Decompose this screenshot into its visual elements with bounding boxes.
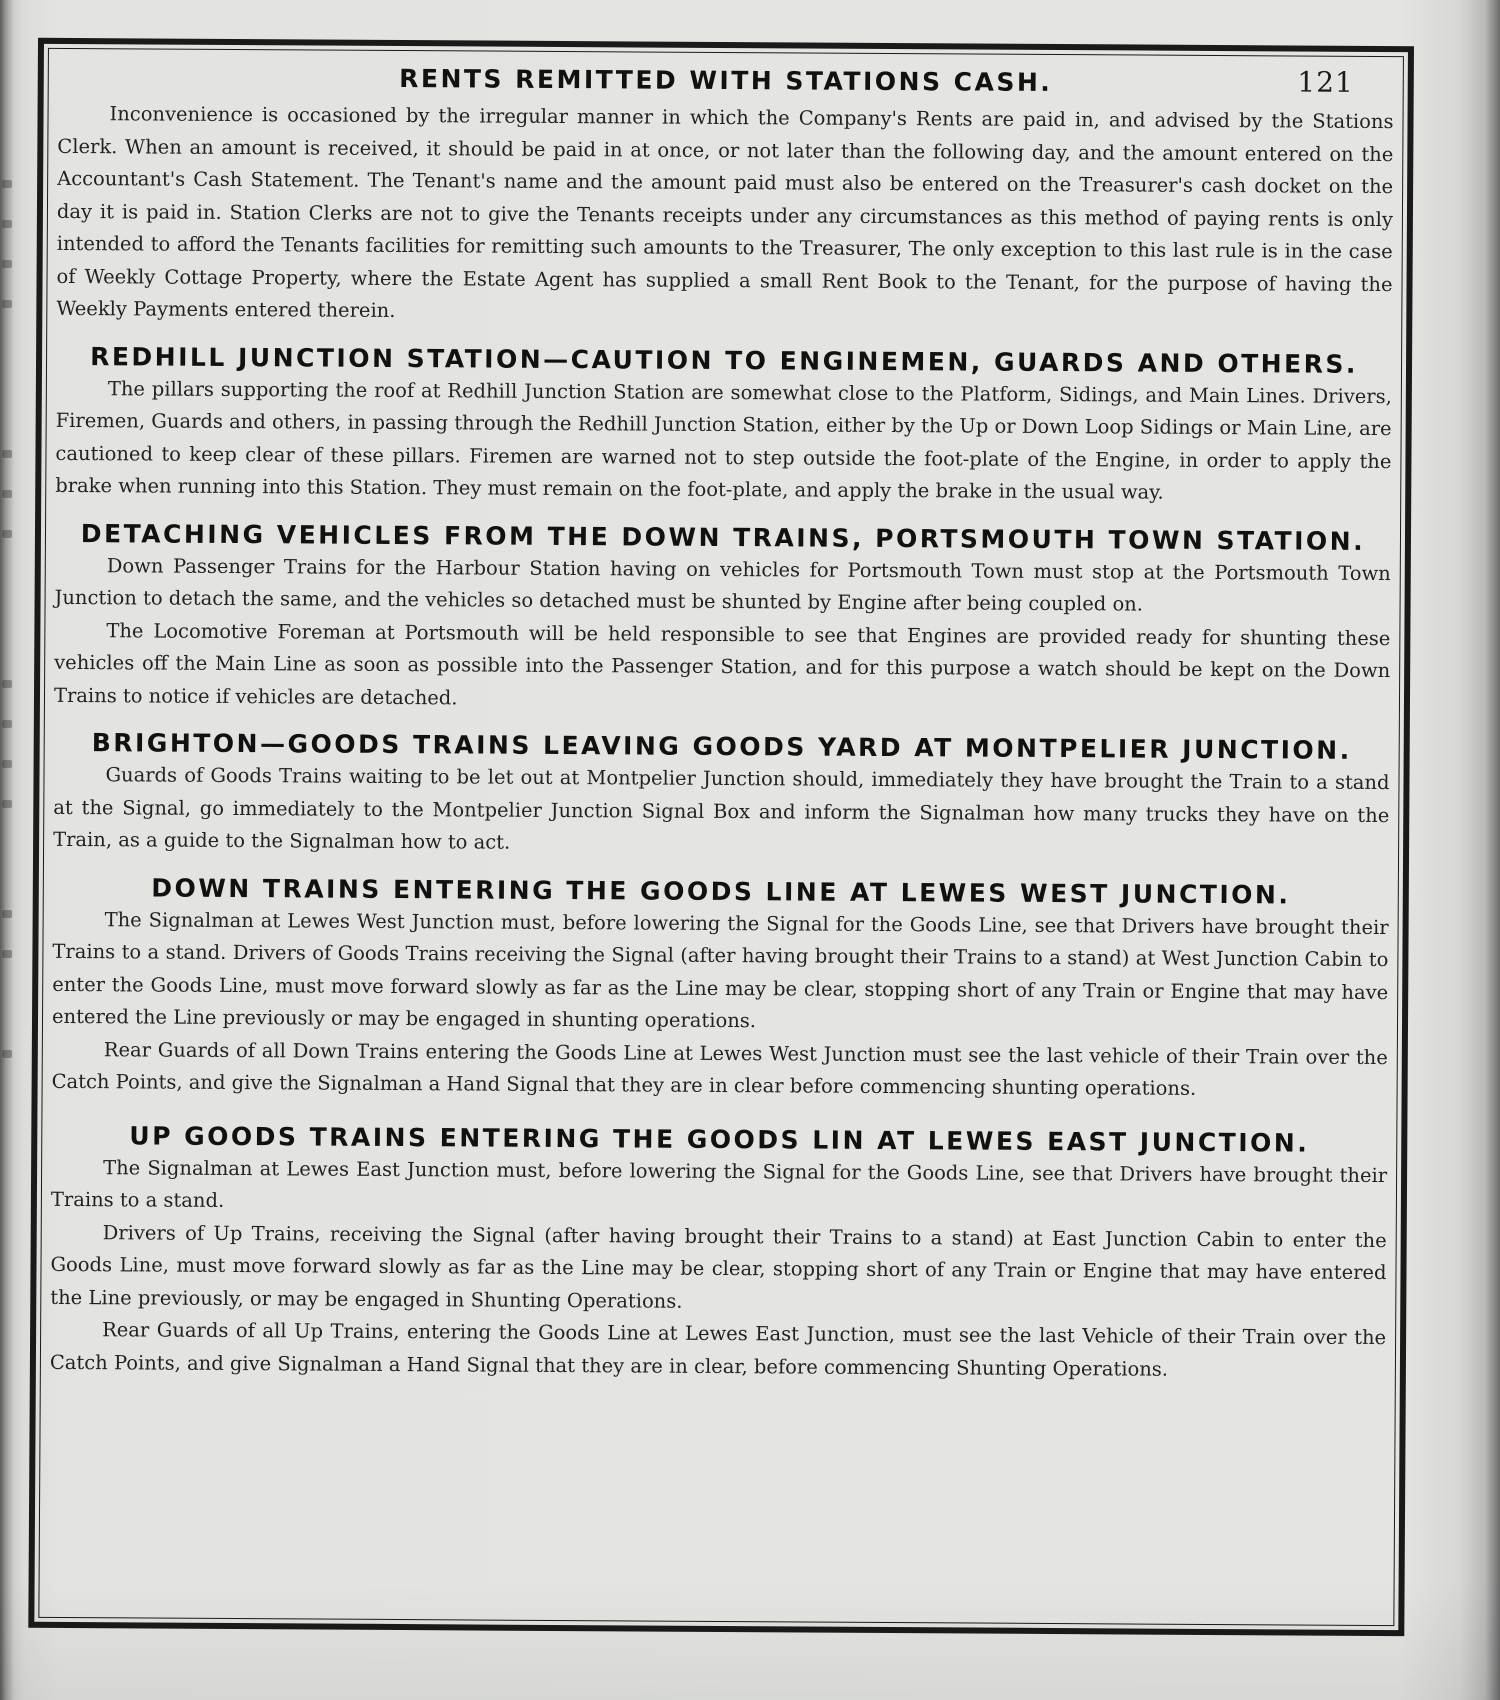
section-rents: [56, 98, 1393, 334]
section-redhill: [55, 339, 1392, 510]
paragraph: Guards of Goods Trains waiting to be let out at Montpelier Junction should, immediately they have brought the Train to a stand at the Signal, go immediately to the Montpelier Junction Signal Box and inform the Signalman how many trucks they have on the Train, as a guide to the Signalman how to act.: [53, 763, 1390, 854]
paragraph: The Signalman at Lewes East Junction must, before lowering the Signal for the Goods Line, see that Drivers have brought their Trains to a stand.: [50, 1155, 1388, 1212]
section-heading-portsmouth: DETACHING VEHICLES FROM THE DOWN TRAINS, PORTSMOUTH TOWN STATION.: [80, 518, 1366, 556]
section-portsmouth: [54, 516, 1391, 720]
paragraph: Drivers of Up Trains, receiving the Signal (after having brought their Trains to a stand) at East Junction Cabin to enter the Goods Line, must move forward slowly as far as the Line may be clear, stopping short of any Train or Engine that may have entered the Line previously, or may be engaged in Shunting Operations.: [50, 1220, 1387, 1313]
paragraph: The Locomotive Foreman at Portsmouth will be held responsible to see that Engines are provided ready for shunting these vehicles off the Main Line as soon as possible into the Passenger Station, and for this purpose a watch should be kept on the Down Trains to notice if vehicles are detached.: [53, 618, 1391, 709]
section-lewes-east: [50, 1118, 1388, 1387]
page-content: [48, 54, 1394, 1622]
paragraph: Down Passenger Trains for the Harbour Station having on vehicles for Portsmouth Town must stop at the Portsmouth Town Junction to detach the same, and the vehicles so detached must be shunted by Engine after being coupled on.: [54, 553, 1391, 616]
section-heading-redhill: REDHILL JUNCTION STATION—CAUTION TO ENGINEMEN, GUARDS AND OTHERS.: [90, 341, 1359, 379]
paragraph: Rear Guards of all Down Trains entering the Goods Line at Lewes West Junction must see the last vehicle of their Train over the Catch Points, and give the Signalman a Hand Signal that they are in clear before commencing shunting operations.: [51, 1037, 1388, 1100]
page-number: 121: [1297, 65, 1354, 99]
page-border: [28, 38, 1414, 1636]
paragraph: Inconvenience is occasioned by the irregular manner in which the Company's Rents are paid in, and advised by the Stations Clerk. When an amount is received, it should be paid in at once, or not later than the following day, and the amount entered on the Accountant's Cash Statement. The Tenant's name and the amount paid must also be entered on the Treasurer's cash docket on the day it is paid in. Station Clerks are not to give the Tenants receipts under any circumstances as this method of paying rents is only intended to afford the Tenants facilities for remitting such amounts to the Treasurer, The only exception to this last rule is in the case of Weekly Cottage Property, where the Estate Agent has supplied a small Rent Book to the Tenant, for the purpose of having the Weekly Payments entered therein.: [56, 102, 1394, 322]
page-header: [58, 54, 1394, 106]
section-brighton: [53, 726, 1390, 865]
section-lewes-west: [52, 870, 1389, 1106]
section-heading-lewes-west: DOWN TRAINS ENTERING THE GOODS LINE AT LEWES WEST JUNCTION.: [151, 873, 1291, 909]
paragraph: The Signalman at Lewes West Junction must, before lowering the Signal for the Goods Line, see that Drivers have brought their Trains to a stand. Drivers of Goods Trains receiving the Signal (after having brought their Trains to a stand) at West Junction Cabin to enter the Goods Line, must move forward slowly as far as the Line may be clear, stopping short of any Train or Engine that may have entered the Line previously or may be engaged in shunting operations.: [51, 907, 1389, 1033]
paragraph: The pillars supporting the roof at Redhill Junction Station are somewhat close to the Platform, Sidings, and Main Lines. Drivers, Firemen, Guards and others, in passing through the Redhill Junction Station, either by the Up or Down Loop Sidings or Main Line, are cautioned to keep clear of these pillars. Firemen are warned not to step outside the foot-plate of the Engine, in order to apply the brake when running into this Station. They must remain on the foot-plate, and apply the brake in the usual way.: [55, 376, 1392, 504]
paragraph: Rear Guards of all Up Trains, entering the Goods Line at Lewes East Junction, must see the last Vehicle of their Train over the Catch Points, and give Signalman a Hand Signal that they are in clear, before commencing Shunting Operations.: [49, 1318, 1387, 1381]
facing-page-edge: [0, 150, 14, 1150]
section-heading-rents: RENTS REMITTED WITH STATIONS CASH.: [399, 64, 1053, 97]
section-heading-lewes-east: UP GOODS TRAINS ENTERING THE GOODS LIN AT LEWES EAST JUNCTION.: [129, 1120, 1310, 1158]
section-heading-brighton: BRIGHTON—GOODS TRAINS LEAVING GOODS YARD AT MONTPELIER JUNCTION.: [91, 728, 1352, 765]
